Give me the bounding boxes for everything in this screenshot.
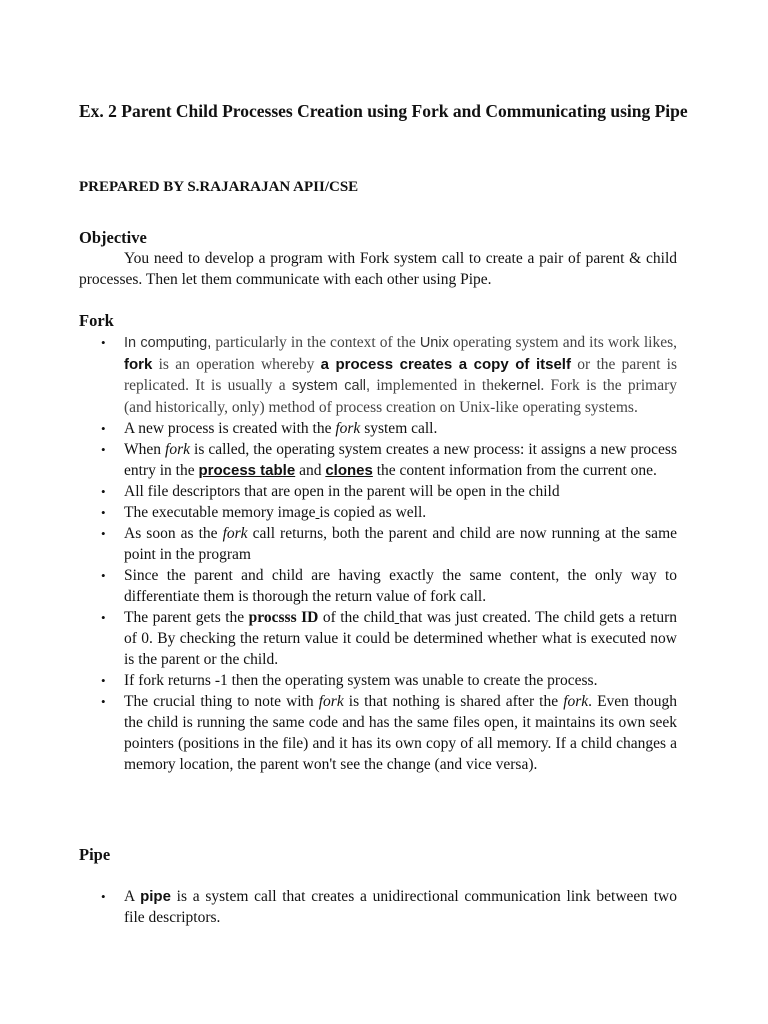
text-run: When <box>124 441 162 458</box>
fork-bullet-2 <box>79 418 677 439</box>
text-run: . Even though the child is running the same code and has the same files open, it maintains its own seek pointers (positions in the file) and it has its own copy of all memory. If a child changes a memory location, the parent won't see the change (and vice versa). <box>124 693 678 773</box>
bullet-icon: • <box>101 421 106 436</box>
bullet-icon: • <box>101 526 106 541</box>
text-run: or the parent is replicated. It is usually a <box>124 356 677 394</box>
bullet-icon: • <box>101 694 106 709</box>
text-run: The executable memory image <box>124 504 316 521</box>
bullet-icon: • <box>101 442 106 457</box>
pipe-bullet-1 <box>79 886 677 928</box>
bullet-icon: • <box>101 610 106 625</box>
fork-bullet-7 <box>79 565 677 607</box>
text-run: a process creates a copy of itself <box>320 356 571 373</box>
fork-bullet-10 <box>79 691 677 775</box>
fork-bullet-list <box>79 332 677 775</box>
bullet-icon: • <box>101 484 106 499</box>
text-run: pipe <box>140 888 171 905</box>
text-run: Unix <box>419 335 449 351</box>
text-run: implemented in the <box>376 377 501 394</box>
fork-bullet-3 <box>79 439 677 481</box>
text-run: The crucial thing to note with <box>124 693 314 710</box>
text-run: A new process is created with the <box>124 420 332 437</box>
text-run: . Fork is the primary (and historically, only) method of process creation on Unix-like operating systems. <box>124 377 677 416</box>
text-run: If fork returns -1 then the operating system was unable to create the process. <box>124 672 598 689</box>
fork-bullet-8 <box>79 607 677 670</box>
text-run: fork <box>563 693 589 710</box>
pipe-bullet-list <box>79 886 677 928</box>
text-run: In computing, <box>124 335 212 351</box>
text-run: Since the parent and child are having exactly the same content, the only way to differentiate them is thorough the return value of fork call. <box>124 567 677 605</box>
bullet-icon: • <box>101 505 106 520</box>
text-run: As soon as the <box>124 525 218 542</box>
text-run: is that nothing is shared after the <box>348 693 559 710</box>
bullet-icon: • <box>101 889 106 904</box>
text-run: particularly in the context of the <box>215 334 416 351</box>
text-run: clones <box>325 462 373 479</box>
text-run: process table <box>198 462 296 479</box>
text-run: A <box>124 888 135 905</box>
pipe-heading: Pipe <box>79 845 111 864</box>
text-run: system call. <box>364 420 438 437</box>
text-run: kernel <box>500 378 541 394</box>
objective-heading: Objective <box>79 228 147 247</box>
fork-bullet-4 <box>79 481 677 502</box>
text-run: All file descriptors that are open in the parent will be open in the child <box>124 483 560 500</box>
text-run: fork <box>165 441 190 458</box>
bullet-icon: • <box>101 568 106 583</box>
text-run: call returns, both the parent and child are now running at the same point in the program <box>124 525 678 563</box>
bullet-icon: • <box>101 335 106 350</box>
text-run: The parent gets the <box>124 609 245 626</box>
fork-bullet-9 <box>79 670 677 691</box>
text-run: procsss ID <box>248 609 319 626</box>
text-run: fork <box>335 420 361 437</box>
text-run: that was just created. The child gets a return of 0. By checking the return value it could be determined whether what is executed now is the parent or the child. <box>124 609 677 668</box>
text-run: and <box>299 462 322 479</box>
objective-paragraph: You need to develop a program with Fork system call to create a pair of parent & child processes. Then let them communicate with each other using Pipe. <box>79 250 677 288</box>
text-run: is called, the operating system creates a new process: it assigns a new process entry in the <box>124 441 678 479</box>
text-run: is an operation whereby <box>158 356 315 373</box>
fork-bullet-1 <box>79 332 677 418</box>
document-title: Ex. 2 Parent Child Processes Creation using Fork and Communicating using Pipe <box>79 101 688 121</box>
fork-heading: Fork <box>79 311 114 330</box>
text-run: fork <box>318 693 344 710</box>
bullet-icon: • <box>101 673 106 688</box>
fork-bullet-5 <box>79 502 677 523</box>
prepared-by: PREPARED BY S.RAJARAJAN APII/CSE <box>79 179 359 195</box>
text-run: fork <box>222 525 248 542</box>
text-run: fork <box>124 356 153 373</box>
text-run: the content information from the current one. <box>376 462 657 479</box>
fork-bullet-6 <box>79 523 677 565</box>
text-run: is copied as well. <box>319 504 427 521</box>
text-run: is a system call that creates a unidirectional communication link between two file descriptors. <box>124 888 678 926</box>
text-run: system call, <box>291 378 371 394</box>
text-run: of the child <box>322 609 395 626</box>
text-run: operating system and its work likes, <box>452 334 677 351</box>
